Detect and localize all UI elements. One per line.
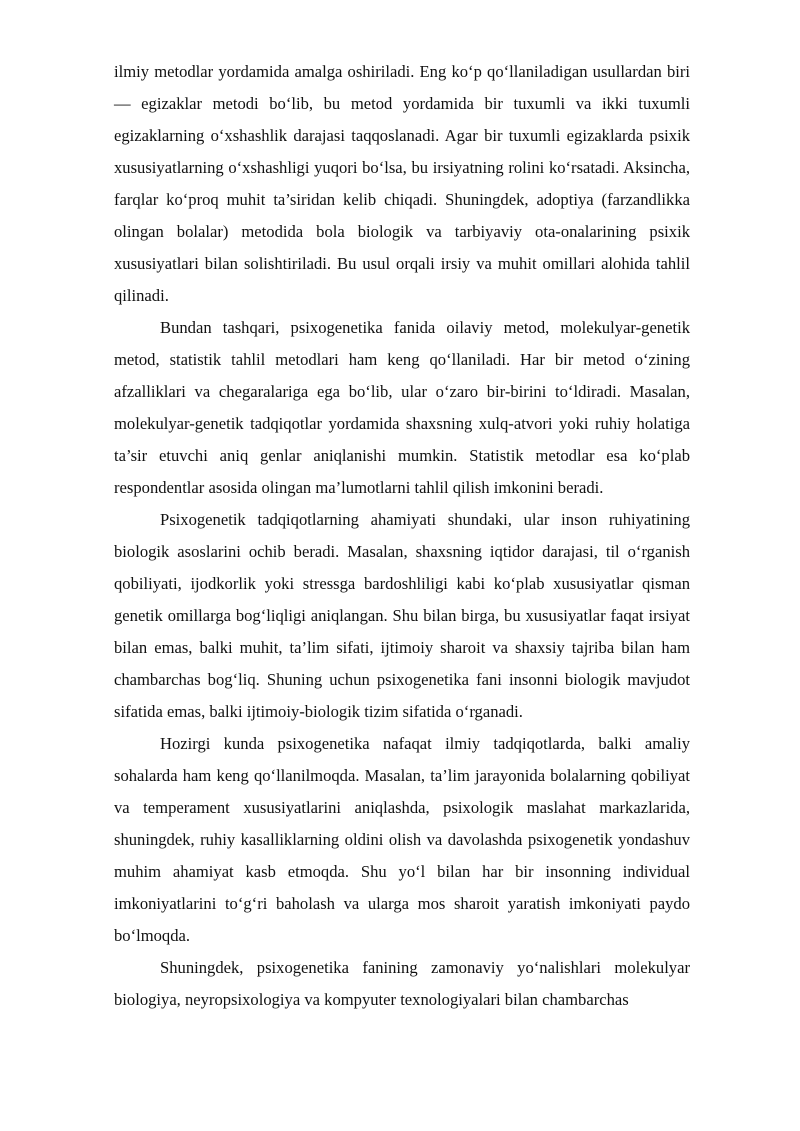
paragraph-applications: Hozirgi kunda psixogenetika nafaqat ilmiy tadqiqotlarda, balki amaliy sohalarda ham keng qo‘llanilmoqda. Masalan, ta’lim jarayonida bolalarning qobiliyat va temperament xususiyatlarini aniqlashda, psixologik maslahat markazlarida, shuningdek, ruhiy kasalliklarning oldini olish va davolashda psixogenetik yondashuv muhim ahamiyat kasb etmoqda. Shu yo‘l bilan har bir insonning individual imkoniyatlarini to‘g‘ri baholash va ularga mos sharoit yaratish imkoniyati paydo bo‘lmoqda. — [114, 734, 690, 945]
document-page — [114, 56, 690, 1016]
paragraph-modern-directions: Shuningdek, psixogenetika fanining zamonaviy yo‘nalishlari molekulyar biologiya, neyropsixologiya va kompyuter texnologiyalari bilan chambarchas — [114, 958, 690, 1009]
paragraph-continued: ilmiy metodlar yordamida amalga oshiriladi. Eng ko‘p qo‘llaniladigan usullardan biri — egizaklar metodi bo‘lib, bu metod yordamida bir tuxumli va ikki tuxumli egizaklarning o‘xshashlik darajasi taqqoslanadi. Agar bir tuxumli egizaklarda psixik xususiyatlarning o‘xshashligi yuqori bo‘lsa, bu irsiyatning rolini ko‘rsatadi. Aksincha, farqlar ko‘proq muhit ta’siridan kelib chiqadi. Shuningdek, adoptiya (farzandlikka olingan bolalar) metodida bola biologik va tarbiyaviy ota-onalarining psixik xususiyatlari bilan solishtiriladi. Bu usul orqali irsiy va muhit omillari alohida tahlil qilinadi. — [114, 62, 690, 305]
paragraph-significance: Psixogenetik tadqiqotlarning ahamiyati shundaki, ular inson ruhiyatining biologik asoslarini ochib beradi. Masalan, shaxsning iqtidor darajasi, til o‘rganish qobiliyati, ijodkorlik yoki stressga bardoshliligi kabi ko‘plab xususiyatlar qisman genetik omillarga bog‘liqligi aniqlangan. Shu bilan birga, bu xususiyatlar faqat irsiyat bilan emas, balki muhit, ta’lim sifati, ijtimoiy sharoit va shaxsiy tajriba bilan ham chambarchas bog‘liq. Shuning uchun psixogenetika fani insonni biologik mavjudot sifatida emas, balki ijtimoiy-biologik tizim sifatida o‘rganadi. — [114, 510, 690, 721]
paragraph-methods: Bundan tashqari, psixogenetika fanida oilaviy metod, molekulyar-genetik metod, statistik tahlil metodlari ham keng qo‘llaniladi. Har bir metod o‘zining afzalliklari va chegaralariga ega bo‘lib, ular o‘zaro bir-birini to‘ldiradi. Masalan, molekulyar-genetik tadqiqotlar yordamida shaxsning xulq-atvori yoki ruhiy holatiga ta’sir etuvchi aniq genlar aniqlanishi mumkin. Statistik metodlar esa ko‘plab respondentlar asosida olingan ma’lumotlarni tahlil qilish imkonini beradi. — [114, 318, 690, 497]
